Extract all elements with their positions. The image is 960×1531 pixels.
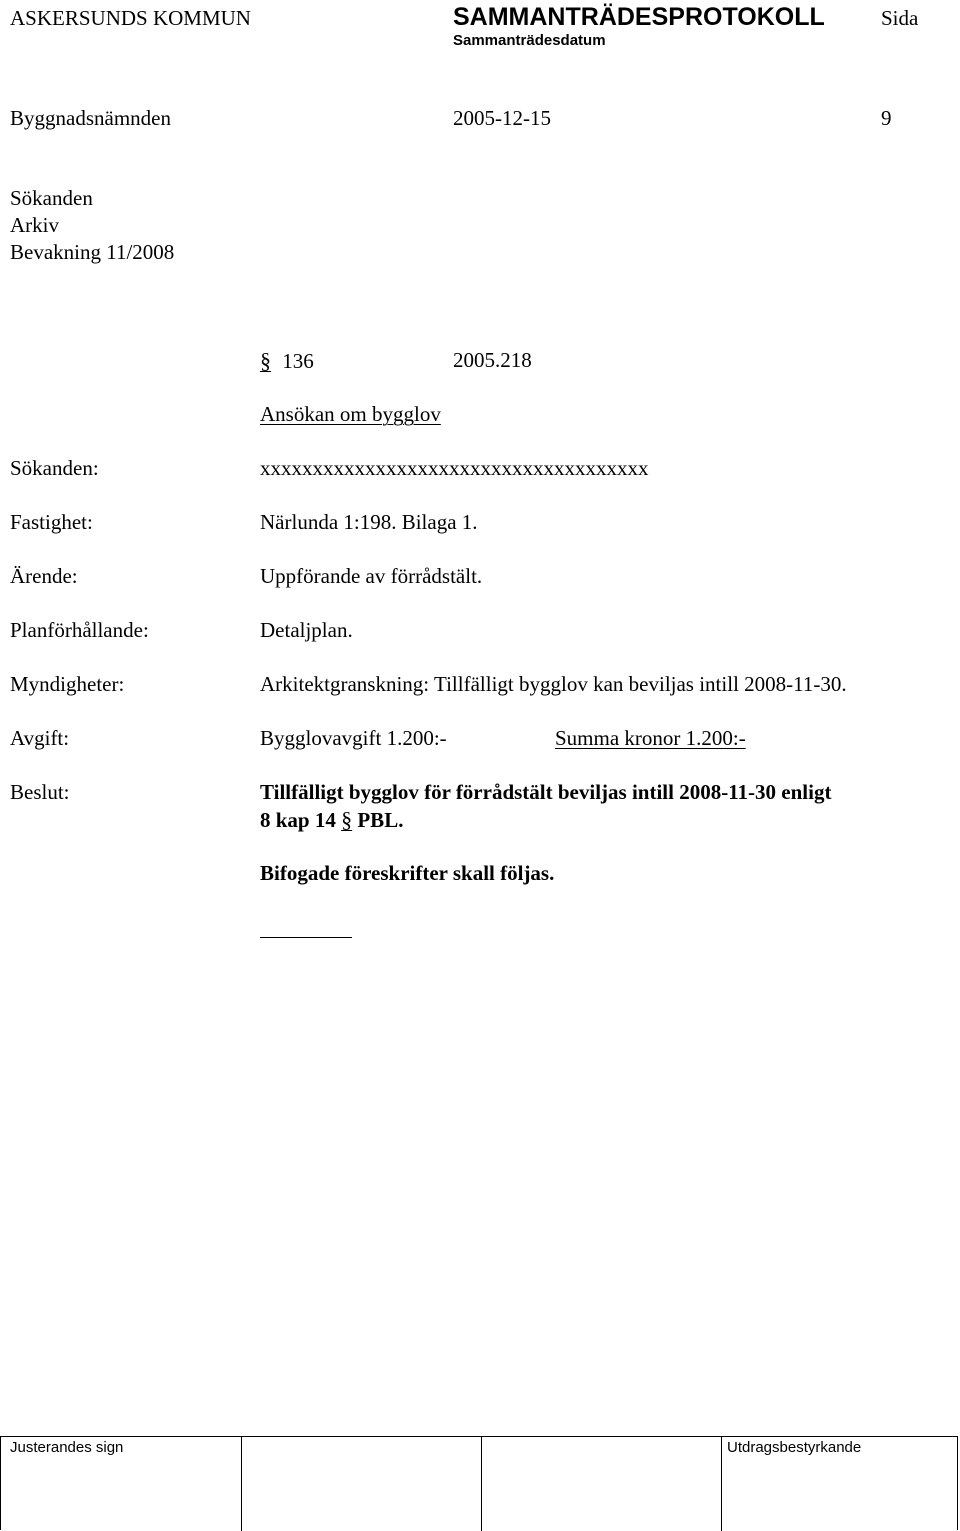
certification-cell bbox=[721, 1437, 958, 1531]
fee-value: Bygglovavgift 1.200:- bbox=[260, 726, 447, 750]
property-label: Fastighet: bbox=[10, 510, 93, 534]
fee-total: Summa kronor 1.200:- bbox=[555, 726, 746, 750]
section-symbol: § bbox=[260, 348, 271, 373]
distribution-item: Sökanden bbox=[10, 186, 93, 210]
plan-value: Detaljplan. bbox=[260, 618, 353, 642]
municipality-name: ASKERSUNDS KOMMUN bbox=[10, 6, 251, 30]
meeting-date-label: Sammanträdesdatum bbox=[453, 32, 606, 49]
signature-cell bbox=[241, 1437, 481, 1531]
plan-label: Planförhållande: bbox=[10, 618, 149, 642]
signature-footer bbox=[0, 1436, 958, 1530]
end-rule bbox=[260, 937, 352, 938]
signature-cell bbox=[481, 1437, 721, 1531]
section-symbol: § bbox=[341, 807, 353, 832]
section-number: 136 bbox=[282, 349, 314, 373]
matter-value: Uppförande av förrådstält. bbox=[260, 564, 483, 588]
property-value: Närlunda 1:198. Bilaga 1. bbox=[260, 510, 478, 534]
committee-name: Byggnadsnämnden bbox=[10, 106, 171, 130]
signature-label: Justerandes sign bbox=[10, 1439, 124, 1456]
applicant-value: xxxxxxxxxxxxxxxxxxxxxxxxxxxxxxxxxxxxx bbox=[260, 456, 649, 480]
decision-text-line2 bbox=[260, 807, 403, 833]
authorities-label: Myndigheter: bbox=[10, 672, 125, 696]
decision-law-ref: 8 kap 14 bbox=[260, 808, 336, 832]
page-number: 9 bbox=[881, 106, 892, 130]
decision-law-name: PBL. bbox=[357, 808, 404, 832]
applicant-label: Sökanden: bbox=[10, 456, 99, 480]
authorities-value: Arkitektgranskning: Tillfälligt bygglov kan beviljas intill 2008-11-30. bbox=[260, 672, 847, 696]
case-number: 2005.218 bbox=[453, 348, 532, 372]
section-line bbox=[260, 348, 314, 374]
page-label: Sida bbox=[881, 6, 919, 30]
document-type: SAMMANTRÄDESPROTOKOLL bbox=[453, 3, 825, 31]
distribution-item: Bevakning 11/2008 bbox=[10, 240, 175, 264]
distribution-item: Arkiv bbox=[10, 213, 59, 237]
case-heading: Ansökan om bygglov bbox=[260, 402, 441, 426]
decision-text-line3: Bifogade föreskrifter skall följas. bbox=[260, 861, 555, 885]
certification-label: Utdragsbestyrkande bbox=[727, 1439, 862, 1456]
decision-label: Beslut: bbox=[10, 780, 70, 804]
meeting-date: 2005-12-15 bbox=[453, 106, 551, 130]
matter-label: Ärende: bbox=[10, 564, 78, 588]
fee-label: Avgift: bbox=[10, 726, 70, 750]
decision-text-line1: Tillfälligt bygglov för förrådstält beviljas intill 2008-11-30 enligt bbox=[260, 780, 832, 804]
